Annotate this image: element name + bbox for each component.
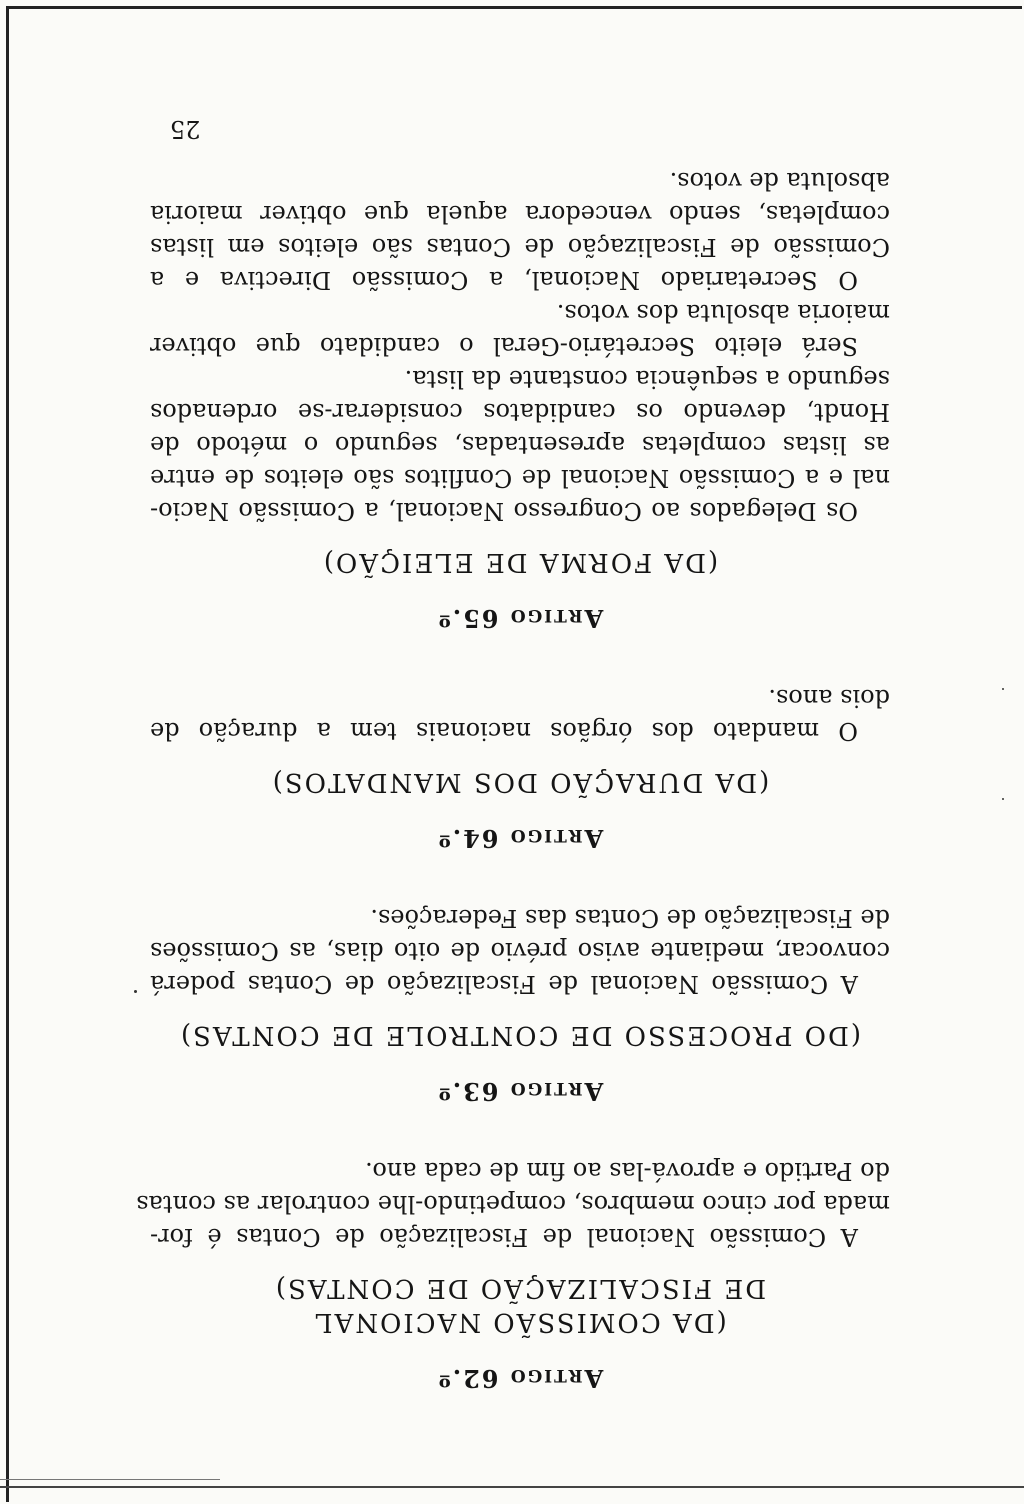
paragraph-line: completas, sendo vencedora aquela que obtiver maioria [150, 200, 890, 228]
article-title: Artigo 63.º [436, 1077, 604, 1106]
article-paragraph [150, 901, 890, 1000]
paragraph-line: nal e a Comissão Nacional de Conflitos são eleitos de entre [150, 464, 890, 492]
scan-speck [1002, 688, 1004, 690]
paragraph-line: Hondt, devendo os candidatos considerar-se ordenados [150, 398, 890, 426]
paragraph-line: A Comissão Nacional de Fiscalização de Contas é for- [150, 1223, 858, 1251]
scan-speck [1002, 798, 1004, 800]
paragraph-line: O mandato dos órgãos nacionais tem a duração de [150, 717, 858, 745]
paragraph-line: dois anos. [768, 684, 890, 712]
article-paragraph [150, 681, 890, 747]
scan-border-top [6, 6, 1022, 9]
article-paragraph [150, 164, 890, 296]
page-number: 25 [170, 115, 201, 143]
paragraph-line: segundo a sequência constante da lista. [404, 365, 890, 393]
paragraph-line: convocar, mediante aviso prévio de oito dias, as Comissões [150, 937, 890, 965]
paragraph-line: Será eleito Secretário-Geral o candidato que obtiver [150, 332, 858, 360]
paragraph-line: O Secretariado Nacional, a Comissão Directiva e a [150, 266, 858, 294]
paragraph-line: as listas completas apresentadas, segundo o método de [150, 431, 890, 459]
scan-border-bottom [0, 1486, 1024, 1488]
article-62 [136, 1154, 890, 1395]
article-heading [150, 1271, 890, 1339]
article-paragraph [136, 1154, 890, 1253]
article-heading [150, 765, 890, 799]
article-paragraph [150, 296, 890, 362]
scan-speck [134, 990, 137, 993]
heading-line: (DA COMISSÃO NACIONAL [313, 1307, 727, 1337]
paragraph-line: de Fiscalização de Contas das Federações. [370, 904, 890, 932]
article-heading [150, 1018, 890, 1052]
scan-border-bottom-fragment [0, 1479, 220, 1480]
article-paragraph [150, 362, 890, 527]
article-65 [150, 164, 890, 635]
heading-line: (DA FORMA DE ELEIÇÃO) [321, 547, 719, 577]
paragraph-line: Os Delegados ao Congresso Nacional, a Comissão Nacio- [150, 497, 858, 525]
scan-border-left [6, 6, 9, 1502]
article-title: Artigo 64.º [436, 824, 604, 853]
page-content [136, 164, 890, 1395]
article-title: Artigo 65.º [436, 604, 604, 633]
paragraph-line: do Partido e aprová-las ao fim de cada ano. [365, 1157, 890, 1185]
heading-line: DE FISCALIZAÇÃO DE CONTAS) [273, 1273, 767, 1303]
heading-line: (DO PROCESSO DE CONTROLE DE CONTAS) [178, 1020, 862, 1050]
heading-line: (DA DURAÇÃO DOS MANDATOS) [270, 767, 770, 797]
article-title: Artigo 62.º [436, 1364, 604, 1393]
article-heading [150, 545, 890, 579]
paragraph-line: Comissão de Fiscalização de Contas são eleitos em listas [150, 233, 890, 261]
rotated-document-page [136, 95, 890, 1395]
paragraph-line: absoluta de votos. [669, 167, 890, 195]
article-63 [150, 901, 890, 1108]
article-64 [150, 681, 890, 855]
paragraph-line: maioria absoluta dos votos. [556, 299, 890, 327]
paragraph-line: A Comissão Nacional de Fiscalização de Contas poderá [150, 970, 858, 998]
paragraph-line: mada por cinco membros, competindo-lhe controlar as contas [136, 1190, 890, 1218]
